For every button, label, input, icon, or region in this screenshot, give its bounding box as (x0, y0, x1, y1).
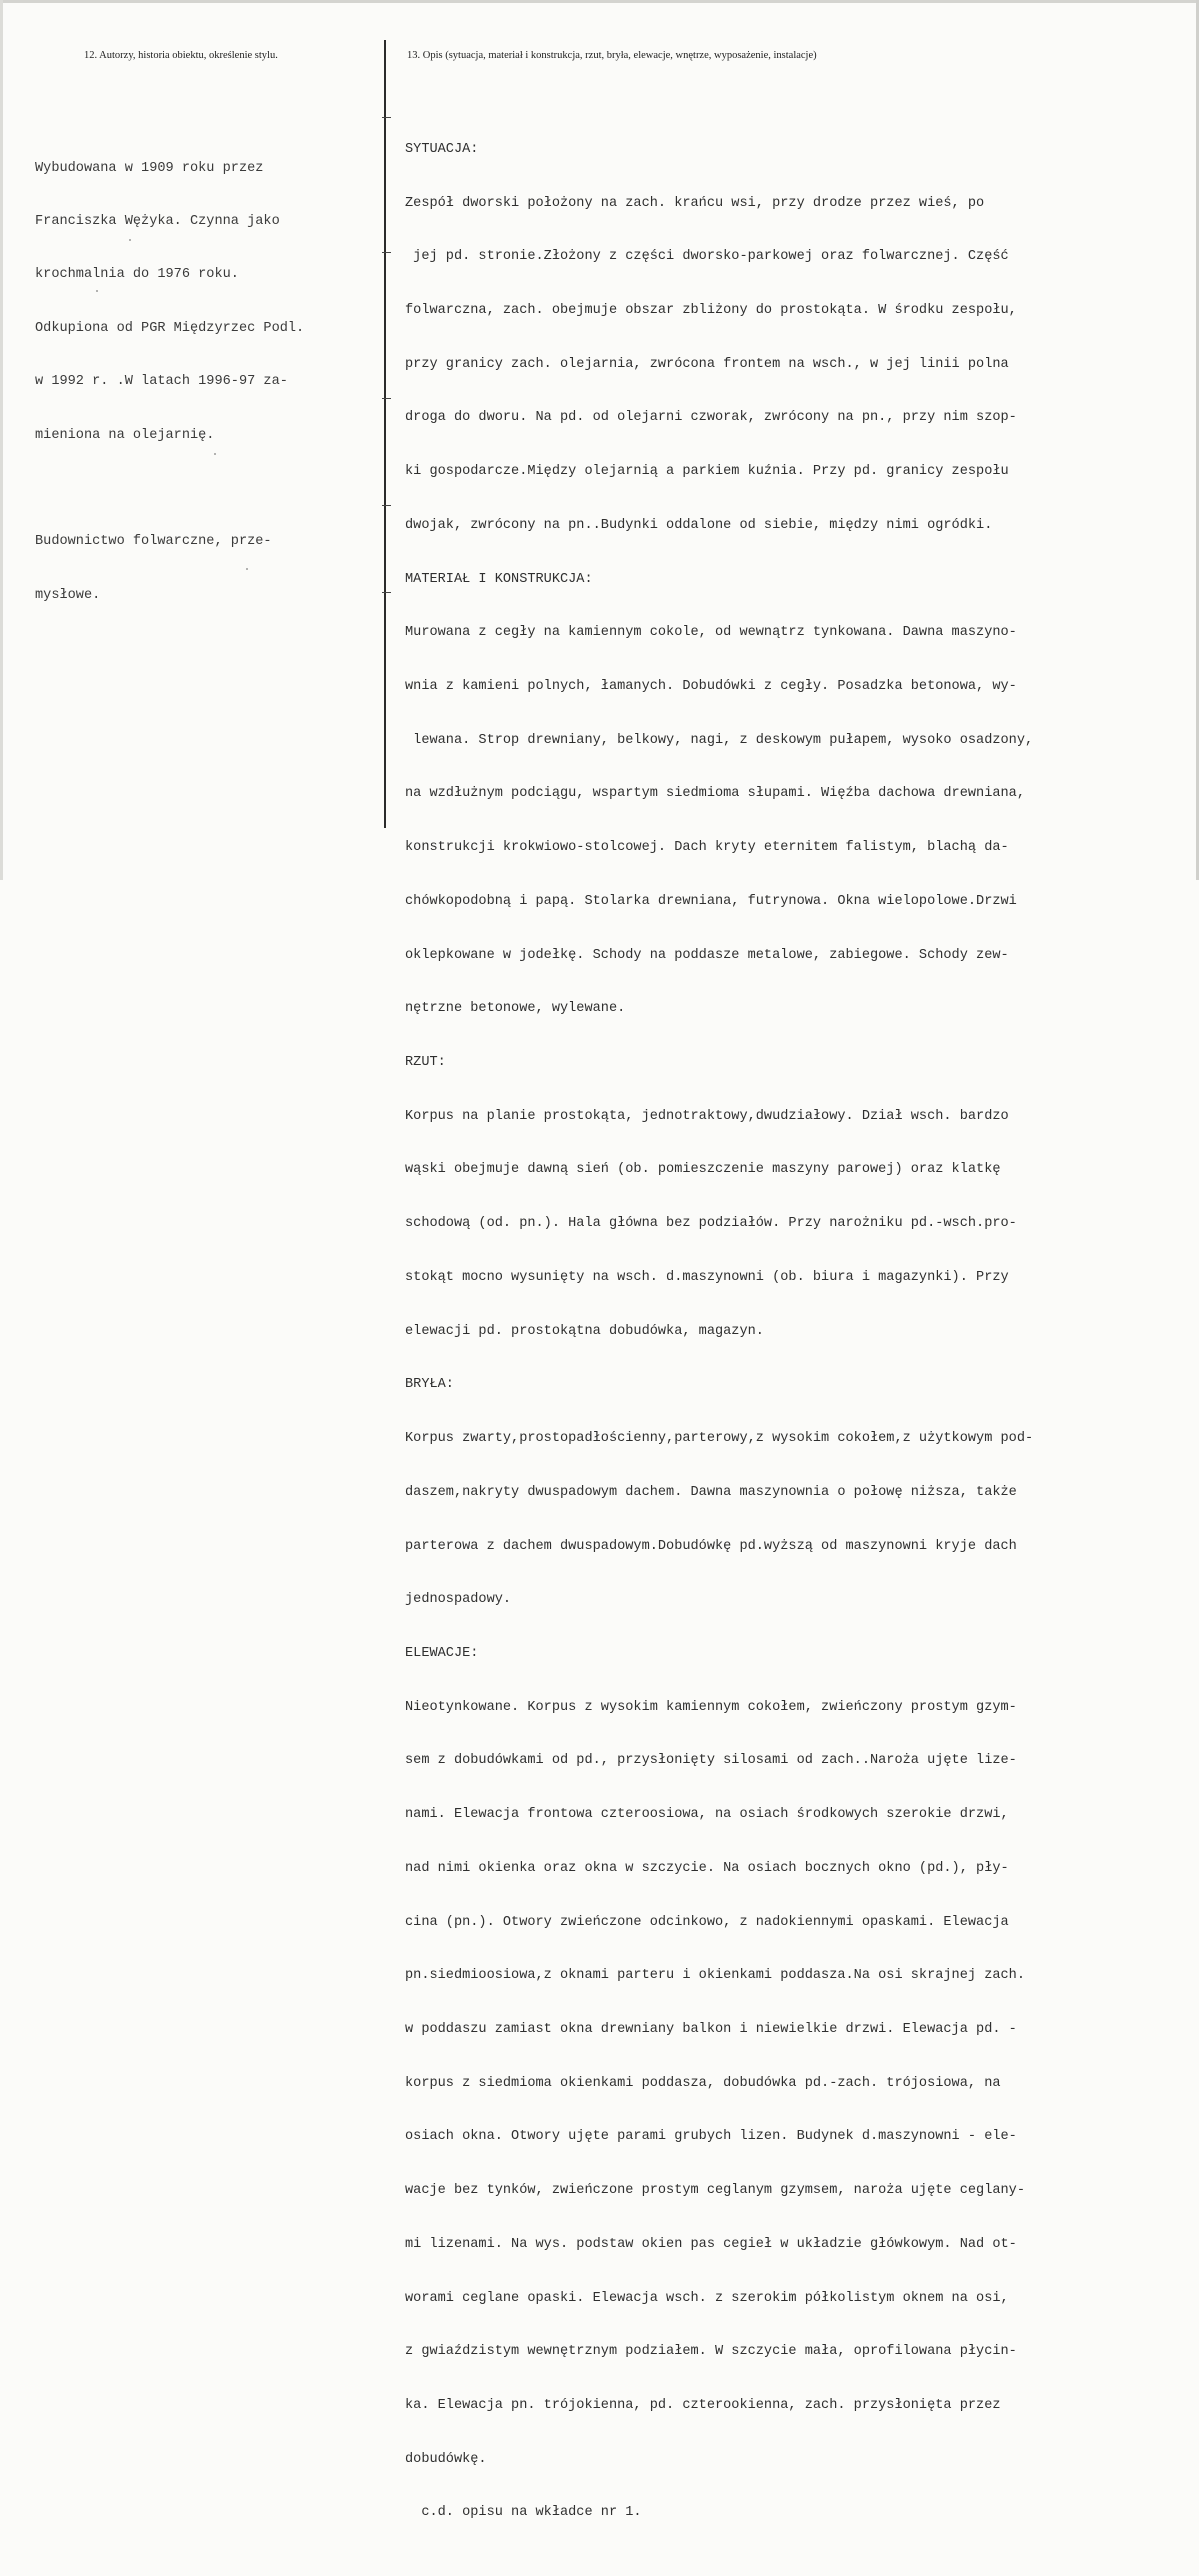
description-line: Korpus zwarty,prostopadłościenny,parterowy,z wysokim cokołem,z użytkowym pod- (405, 1431, 1034, 1447)
description-line: wacje bez tynków, zwieńczone prostym ceglanym gzymsem, naroża ujęte ceglany- (405, 2183, 1025, 2199)
description-line: Nieotynkowane. Korpus z wysokim kamiennym cokołem, zwieńczony prostym gzym- (405, 1699, 1017, 1715)
style-line: mysłowe. (35, 587, 101, 603)
description-line: oklepkowane w jodełkę. Schody na poddasze metalowe, zabiegowe. Schody zew- (405, 947, 1009, 963)
history-line: Franciszka Wężyka. Czynna jako (35, 213, 280, 229)
scan-speck (214, 453, 216, 455)
description-line: na wzdłużnym podciągu, wspartym siedmioma słupami. Więźba dachowa drewniana, (405, 786, 1025, 802)
description-line: korpus z siedmioma okienkami poddasza, dobudówka pd.-zach. trójosiowa, na (405, 2075, 1001, 2091)
section-13-header: 13. Opis (sytuacja, materiał i konstrukcja, rzut, bryła, elewacje, wnętrze, wyposażenie, instalacje) (407, 50, 817, 61)
description-line: nętrzne betonowe, wylewane. (405, 1001, 626, 1017)
description-line: elewacji pd. prostokątna dobudówka, magazyn. (405, 1323, 764, 1339)
description-line: jednospadowy. (405, 1592, 512, 1608)
description-line: jej pd. stronie.Złożony z części dworsko-parkowej oraz folwarcznej. Część (405, 249, 1009, 265)
page-top-edge (0, 0, 1199, 3)
history-line: Odkupiona od PGR Międzyrzec Podl. (35, 320, 305, 336)
description-line: ka. Elewacja pn. trójokienna, pd. czterookienna, zach. przysłonięta przez (405, 2398, 1001, 2413)
description-line: Murowana z cegły na kamiennym cokole, od wewnątrz tynkowana. Dawna maszyno- (405, 625, 1017, 641)
description-line: z gwiaździstym wewnętrznym podziałem. W szczycie mała, oprofilowana płycin- (405, 2344, 1017, 2360)
description-line: lewana. Strop drewniany, belkowy, nagi, z deskowym pułapem, wysoko osadzony, (405, 732, 1034, 748)
margin-tick (382, 252, 391, 253)
description-line: wąski obejmuje dawną sień (ob. pomieszczenie maszyny parowej) oraz klatkę (405, 1162, 1001, 1178)
description-line: daszem,nakryty dwuspadowym dachem. Dawna maszynownia o połowę niższa, także (405, 1484, 1017, 1500)
history-line: mieniona na olejarnię. (35, 427, 215, 443)
page-left-edge (0, 0, 3, 880)
description-line: ki gospodarcze.Między olejarnią a parkiem kuźnia. Przy pd. granicy zespołu (405, 464, 1009, 480)
description-line: c.d. opisu na wkładce nr 1. (405, 2505, 642, 2521)
description-line: cina (pn.). Otwory zwieńczone odcinkowo, z nadokiennymi opaskami. Elewacja (405, 1914, 1009, 1930)
section-12-header: 12. Autorzy, historia obiektu, określenie stylu. (84, 50, 278, 61)
description-line: folwarczna, zach. obejmuje obszar zbliżony do prostokąta. W środku zespołu, (405, 302, 1017, 318)
history-line: krochmalnia do 1976 roku. (35, 267, 239, 283)
description-line: chówkopodobną i papą. Stolarka drewniana, futrynowa. Okna wielopolowe.Drzwi (405, 893, 1017, 909)
history-line: w 1992 r. .W latach 1996-97 za- (35, 374, 288, 390)
scan-speck (246, 568, 248, 570)
paragraph-gap (35, 480, 304, 498)
history-text (35, 124, 304, 622)
description-text (405, 105, 1033, 2576)
section-heading-elewacje: ELEWACJE: (405, 1645, 479, 1661)
description-line: pn.siedmioosiowa,z oknami parteru i okienkami poddasza.Na osi skrajnej zach. (405, 1968, 1025, 1984)
description-line: worami ceglane opaski. Elewacja wsch. z szerokim półkolistym oknem na osi, (405, 2290, 1009, 2306)
section-heading-sytuacja: SYTUACJA: (405, 141, 479, 157)
history-line: Wybudowana w 1909 roku przez (35, 160, 264, 176)
scan-speck (129, 239, 131, 241)
column-divider (384, 40, 386, 828)
description-line: Korpus na planie prostokąta, jednotraktowy,dwudziałowy. Dział wsch. bardzo (405, 1108, 1009, 1124)
description-line: konstrukcji krokwiowo-stolcowej. Dach kryty eternitem falistym, blachą da- (405, 840, 1009, 856)
section-heading-material: MATERIAŁ I KONSTRUKCJA: (405, 571, 593, 587)
description-line: stokąt mocno wysunięty na wsch. d.maszynowni (ob. biura i magazynki). Przy (405, 1269, 1009, 1285)
description-line: parterowa z dachem dwuspadowym.Dobudówkę pd.wyższą od maszynowni kryje dach (405, 1538, 1017, 1554)
description-line: Zespół dworski położony na zach. krańcu wsi, przy drodze przez wieś, po (405, 195, 985, 211)
description-line: nami. Elewacja frontowa czteroosiowa, na osiach środkowych szerokie drzwi, (405, 1807, 1009, 1823)
description-line: nad nimi okienka oraz okna w szczycie. Na osiach bocznych okno (pd.), pły- (405, 1860, 1009, 1876)
description-line: wnia z kamieni polnych, łamanych. Dobudówki z cegły. Posadzka betonowa, wy- (405, 679, 1017, 694)
scan-speck (96, 290, 98, 292)
style-line: Budownictwo folwarczne, prze- (35, 534, 272, 550)
section-heading-rzut: RZUT: (405, 1055, 446, 1071)
margin-tick (382, 505, 391, 506)
description-line: w poddaszu zamiast okna drewniany balkon i niewielkie drzwi. Elewacja pd. - (405, 2021, 1017, 2037)
description-line: mi lizenami. Na wys. podstaw okien pas cegieł w układzie główkowym. Nad ot- (405, 2236, 1017, 2252)
description-line: droga do dworu. Na pd. od olejarni czworak, zwrócony na pn., przy nim szop- (405, 410, 1017, 426)
margin-tick (382, 117, 391, 118)
description-line: dobudówkę. (405, 2451, 487, 2467)
description-line: schodową (od. pn.). Hala główna bez podziałów. Przy narożniku pd.-wsch.pro- (405, 1216, 1017, 1232)
description-line: przy granicy zach. olejarnia, zwrócona frontem na wsch., w jej linii polna (405, 356, 1009, 372)
description-line: sem z dobudówkami od pd., przysłonięty silosami od zach..Naroża ujęte lize- (405, 1753, 1017, 1769)
margin-tick (382, 592, 391, 593)
section-heading-bryla: BRYŁA: (405, 1377, 454, 1393)
description-line: dwojak, zwrócony na pn..Budynki oddalone od siebie, między nimi ogródki. (405, 517, 993, 533)
description-line: osiach okna. Otwory ujęte parami grubych lizen. Budynek d.maszynowni - ele- (405, 2129, 1017, 2145)
margin-tick (382, 398, 391, 399)
